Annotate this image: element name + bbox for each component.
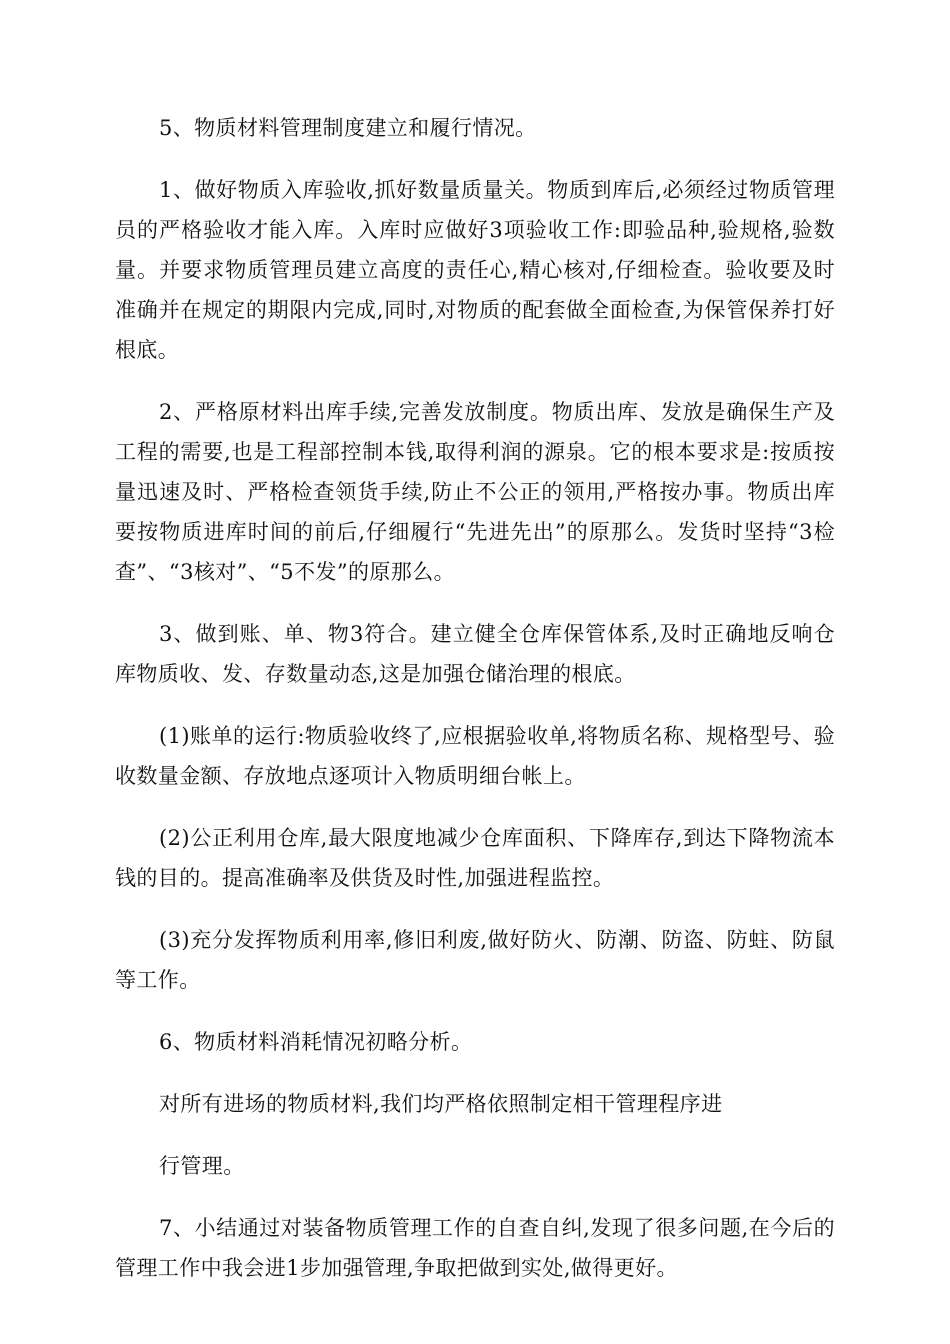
document-body [115, 108, 835, 1310]
paragraph-consumption-line1: 对所有进场的物质材料,我们均严格依照制定相干管理程序进 [159, 1092, 723, 1116]
paragraph-subitem-3: (3)充分发挥物质利用率,修旧利废,做好防火、防潮、防盗、防蛀、防鼠等工作。 [115, 928, 835, 992]
paragraph-subitem-1: (1)账单的运行:物质验收终了,应根据验收单,将物质名称、规格型号、验收数量金额、存放地点逐项计入物质明细台帐上。 [115, 724, 835, 788]
paragraph-consumption-line2: 行管理。 [159, 1154, 245, 1178]
paragraph-item-3: 3、做到账、单、物3符合。建立健全仓库保管体系,及时正确地反响仓库物质收、发、存数量动态,这是加强仓储治理的根底。 [115, 622, 835, 686]
paragraph-subitem-2: (2)公正利用仓库,最大限度地减少仓库面积、下降库存,到达下降物流本钱的目的。提高准确率及供货及时性,加强进程监控。 [115, 826, 835, 890]
paragraph-summary-7: 7、小结通过对装备物质管理工作的自查自纠,发现了很多问题,在今后的管理工作中我会进1步加强管理,争取把做到实处,做得更好。 [115, 1216, 835, 1280]
paragraph-item-2: 2、严格原材料出库手续,完善发放制度。物质出库、发放是确保生产及工程的需要,也是工程部控制本钱,取得利润的源泉。它的根本要求是:按质按量迅速及时、严格检查领货手续,防止不公正的领用,严格按办事。物质出库要按物质进库时间的前后,仔细履行“先进先出”的原那么。发货时坚持“3检查”、“3核对”、“5不发”的原那么。 [115, 400, 835, 584]
paragraph-item-1: 1、做好物质入库验收,抓好数量质量关。物质到库后,必须经过物质管理员的严格验收才能入库。入库时应做好3项验收工作:即验品种,验规格,验数量。并要求物质管理员建立高度的责任心,精心核对,仔细检查。验收要及时准确并在规定的期限内完成,同时,对物质的配套做全面检查,为保管保养打好根底。 [115, 178, 835, 362]
section-heading-6: 6、物质材料消耗情况初略分析。 [159, 1030, 473, 1054]
section-heading-5: 5、物质材料管理制度建立和履行情况。 [159, 116, 537, 140]
